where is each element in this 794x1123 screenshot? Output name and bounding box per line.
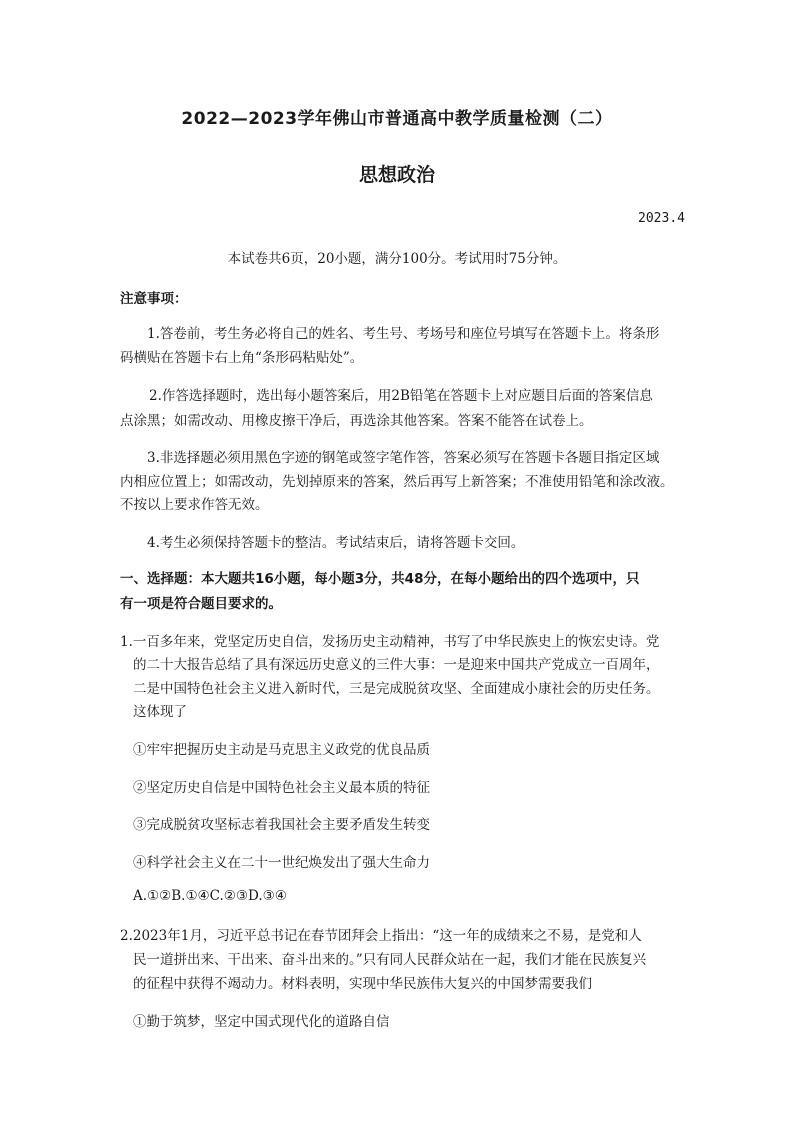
q1-stem-line-4: 这体现了 [133, 704, 187, 720]
exam-title: 2022—2023学年佛山市普通高中教学质量检测（二） [181, 109, 613, 129]
notice-item-3-line-3: 不按以上要求作答无效。 [120, 497, 269, 513]
q2-stem-line-2: 民一道拼出来、干出来、奋斗出来的。”只有同人民群众站在一起，我们才能在民族复兴 [133, 952, 647, 968]
notice-item-4: 4.考生必须保持答题卡的整洁。考试结束后，请将答题卡交回。 [147, 535, 525, 551]
section-1-heading-line-1: 一、选择题：本大题共16小题，每小题3分，共48分，在每小题给出的四个选项中，只 [120, 571, 640, 587]
exam-date: 2023.4 [638, 211, 685, 226]
subject-title: 思想政治 [358, 164, 435, 186]
notice-item-3-line-2: 内相应位置上；如需改动，先划掉原来的答案，然后再写上新答案；不准使用铅笔和涂改液。 [120, 474, 674, 490]
notice-heading: 注意事项： [120, 291, 188, 307]
q1-stem-line-3: 二是中国特色社会主义进入新时代，三是完成脱贫攻坚、全面建成小康社会的历史任务。 [133, 681, 660, 697]
q1-option-4: ④科学社会主义在二十一世纪焕发出了强大生命力 [133, 855, 430, 871]
q2-stem-line-3: 的征程中获得不竭动力。材料表明，实现中华民族伟大复兴的中国梦需要我们 [133, 976, 592, 992]
q1-option-3: ③完成脱贫攻坚标志着我国社会主要矛盾发生转变 [133, 817, 430, 833]
q2-stem-line-1: 2.2023年1月，习近平总书记在春节团拜会上指出：“这一年的成绩来之不易，是党和人 [120, 928, 642, 944]
q1-stem-line-1: 1.一百多年来，党坚定历史自信，发扬历史主动精神，书写了中华民族史上的恢宏史诗。党 [120, 634, 660, 650]
q2-option-1: ①勤于筑梦，坚定中国式现代化的道路自信 [133, 1014, 390, 1030]
q1-option-1: ①牢牢把握历史主动是马克思主义政党的优良品质 [133, 742, 430, 758]
notice-item-1-line-1: 1.答卷前，考生务必将自己的姓名、考生号、考场号和座位号填写在答题卡上。将条形 [147, 326, 660, 342]
exam-intro: 本试卷共6页，20小题，满分100分。考试用时75分钟。 [227, 251, 567, 267]
q1-stem-line-2: 的二十大报告总结了具有深远历史意义的三件大事：一是迎来中国共产党成立一百周年， [133, 657, 660, 673]
notice-item-3-line-1: 3.非选择题必须用黑色字迹的钢笔或签字笔作答，答案必须写在答题卡各题目指定区域 [147, 450, 660, 466]
q1-answer-choices: A.①②B.①④C.②③D.③④ [133, 888, 287, 904]
section-1-heading-line-2: 有一项是符合题目要求的。 [120, 596, 282, 612]
notice-item-2-line-2: 点涂黑；如需改动、用橡皮擦干净后，再选涂其他答案。答案不能答在试卷上。 [120, 413, 593, 429]
notice-item-1-line-2: 码横贴在答题卡右上角“条形码粘贴处”。 [120, 350, 364, 366]
q1-option-2: ②坚定历史自信是中国特色社会主义最本质的特征 [133, 780, 430, 796]
notice-item-2-line-1: 2.作答选择题时，选出每小题答案后，用2B铅笔在答题卡上对应题目后面的答案信息 [149, 388, 653, 404]
